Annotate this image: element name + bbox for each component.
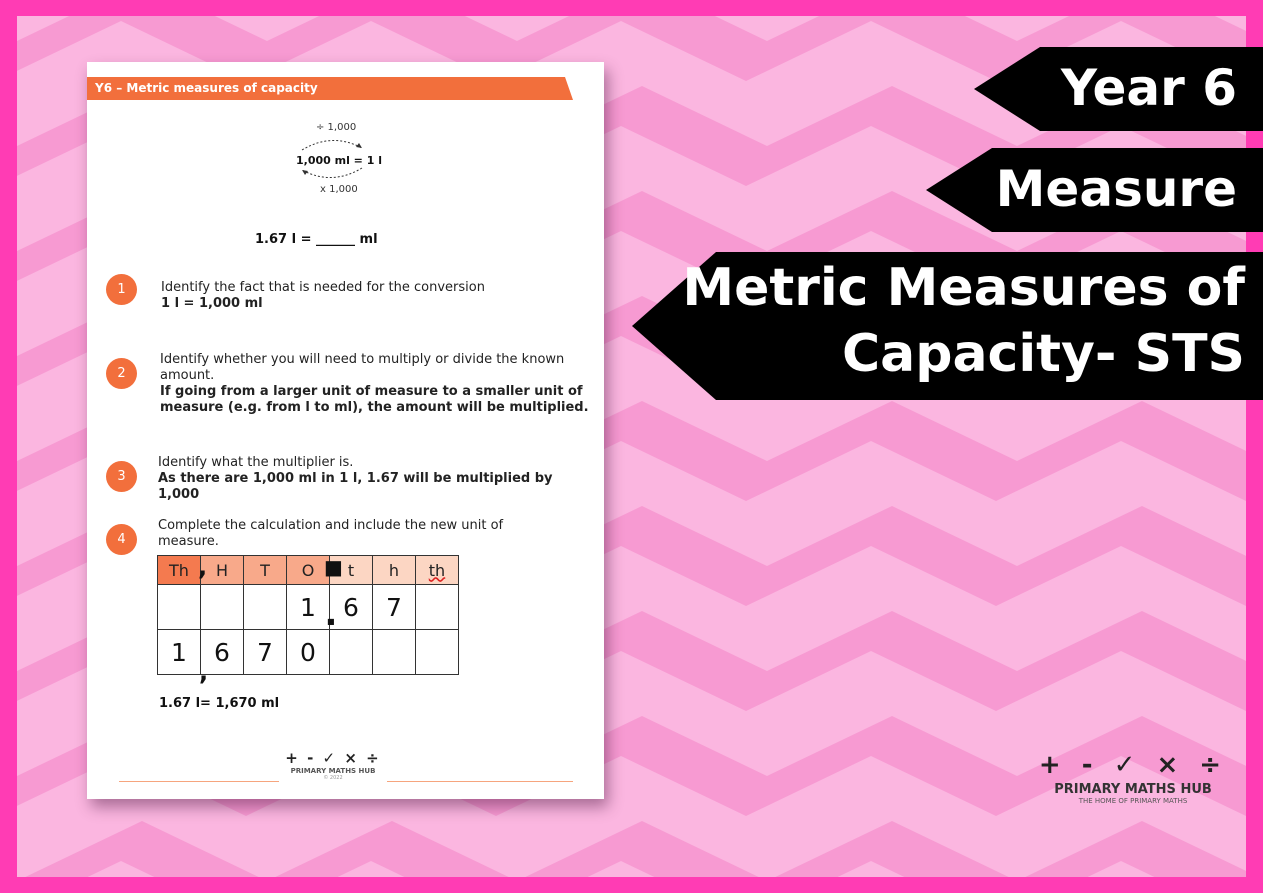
year-banner [1040, 47, 1263, 131]
year-banner-tip [974, 47, 1040, 131]
answer: 1.67 l= 1,670 ml [159, 696, 280, 711]
table-cell: 0 [287, 630, 330, 675]
footer-divider-right [387, 781, 573, 782]
table-cell [330, 630, 373, 675]
multiply-label: x 1,000 [320, 184, 358, 195]
topic-label: Measure [995, 160, 1237, 218]
table-cell: 1 [287, 585, 330, 630]
topic-banner-tip [926, 148, 992, 232]
decimal-point-header: ■ [324, 555, 343, 579]
step-number-2: 2 [106, 358, 137, 389]
table-cell [416, 585, 459, 630]
place-value-row-1 [158, 585, 459, 630]
title-banner [682, 252, 1263, 400]
header-cell: H [201, 556, 244, 585]
step-1-bold: 1 l = 1,000 ml [161, 296, 263, 311]
table-cell: 1 [158, 630, 201, 675]
primary-maths-hub-logo [1038, 750, 1228, 805]
footer-logo-symbols: + - ✓ × ÷ [285, 749, 381, 767]
table-cell [416, 630, 459, 675]
comma-mark-header: , [198, 553, 208, 581]
step-number-3: 3 [106, 461, 137, 492]
step-3-text: Identify what the multiplier is. [158, 455, 354, 470]
step-1-text: Identify the fact that is needed for the conversion [161, 280, 485, 295]
header-cell: T [244, 556, 287, 585]
header-cell: t [330, 556, 373, 585]
table-cell: 7 [373, 585, 416, 630]
comma-mark-row2: , [199, 658, 209, 686]
year-label: Year 6 [1060, 59, 1237, 117]
header-th: th [428, 560, 446, 580]
table-cell [373, 630, 416, 675]
table-cell: 7 [244, 630, 287, 675]
title-line-2: Capacity- STS [841, 324, 1245, 384]
logo-symbols: + - ✓ × ÷ [1038, 750, 1228, 780]
table-cell [158, 585, 201, 630]
header-cell: h [373, 556, 416, 585]
title-line-1: Metric Measures of [682, 258, 1245, 318]
header-cell [416, 556, 459, 585]
table-cell: 6 [201, 630, 244, 675]
question: 1.67 l = ______ ml [255, 232, 378, 247]
step-3-bold: As there are 1,000 ml in 1 l, 1.67 will be multiplied by 1,000 [158, 471, 553, 502]
footer-copyright: © 2022 [323, 775, 343, 781]
footer-logo [283, 749, 383, 781]
step-4 [158, 518, 548, 550]
header-cell: Th [158, 556, 201, 585]
header-cell: O [287, 556, 330, 585]
topic-banner [992, 148, 1263, 232]
step-2-bold: If going from a larger unit of measure to a smaller unit of measure (e.g. from l to ml), the amount will be multiplied. [160, 384, 589, 415]
step-number-1: 1 [106, 274, 137, 305]
conversion-fact: 1,000 ml = 1 l [296, 154, 382, 167]
worksheet-page [87, 62, 604, 799]
table-cell [244, 585, 287, 630]
step-3 [158, 455, 578, 503]
logo-tagline: THE HOME OF PRIMARY MATHS [1078, 797, 1188, 805]
step-number-4: 4 [106, 524, 137, 555]
step-2-text: Identify whether you will need to multiply or divide the known amount. [160, 352, 565, 383]
logo-brand: PRIMARY MATHS HUB [1054, 782, 1212, 797]
table-cell [201, 585, 244, 630]
divide-label: ÷ 1,000 [316, 122, 357, 133]
decimal-point-row1: ■ [327, 617, 335, 626]
footer-logo-brand: PRIMARY MATHS HUB [290, 767, 376, 775]
step-4-text: Complete the calculation and include the new unit of measure. [158, 518, 504, 549]
footer-divider-left [119, 781, 279, 782]
step-2 [160, 352, 590, 416]
step-1 [161, 280, 581, 312]
table-cell: 6 [330, 585, 373, 630]
worksheet-title: Y6 – Metric measures of capacity [95, 81, 318, 95]
header-tip [561, 77, 573, 100]
